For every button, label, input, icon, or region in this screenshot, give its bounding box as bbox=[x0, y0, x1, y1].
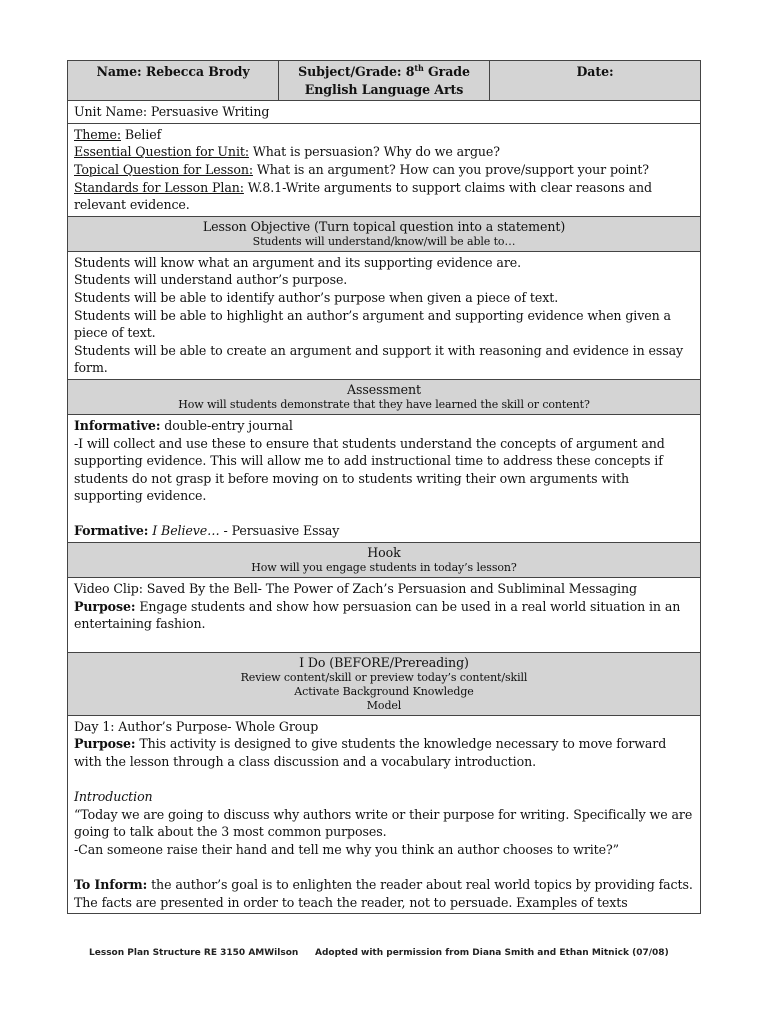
topical-question-value: What is an argument? How can you prove/support your point? bbox=[252, 161, 649, 177]
objective-subtitle: Students will understand/know/will be able to… bbox=[252, 234, 516, 248]
objective-body-row bbox=[68, 251, 701, 379]
assessment-subtitle: How will students demonstrate that they have learned the skill or content? bbox=[178, 397, 590, 411]
ido-header-row bbox=[68, 652, 701, 715]
grade-word: Grade bbox=[423, 64, 470, 79]
date-label: Date: bbox=[576, 64, 614, 79]
header-row bbox=[68, 61, 701, 101]
informative-label: Informative: bbox=[74, 417, 161, 433]
assessment-body-row bbox=[68, 414, 701, 542]
essential-question-value: What is persuasion? Why do we argue? bbox=[248, 144, 500, 160]
ido-body-row bbox=[68, 715, 701, 914]
objective-item: Students will understand author’s purpose. bbox=[74, 272, 348, 288]
objective-list bbox=[68, 251, 701, 379]
objective-item: Students will be able to identify author’s purpose when given a piece of text. bbox=[74, 289, 559, 305]
informative-text: -I will collect and use these to ensure that students understand the concepts of argument and supporting evidence. This will allow me to add instructional time to address these concepts if students do not grasp it before moving on to students writing their own arguments with supporting evidence. bbox=[74, 435, 665, 504]
page-footer bbox=[89, 948, 709, 958]
theme-label: Theme: bbox=[74, 126, 122, 142]
assessment-title: Assessment bbox=[347, 381, 421, 397]
standards-value: W.8.1-Write arguments to support claims with clear reasons and relevant evidence. bbox=[74, 179, 652, 213]
informative-value: double-entry journal bbox=[160, 417, 293, 433]
ido-subtitle-2: Activate Background Knowledge bbox=[294, 684, 474, 698]
inform-text: the author’s goal is to enlighten the reader about real world topics by providing facts. The facts are presented in order to teach the reader, not to persuade. Examples of texts bbox=[74, 877, 693, 910]
ido-day: Day 1: Author’s Purpose- Whole Group bbox=[74, 718, 319, 734]
objective-item: Students will be able to create an argument and support it with reasoning and evidence in essay form. bbox=[74, 342, 684, 376]
hook-body-row bbox=[68, 578, 701, 653]
ido-header bbox=[68, 652, 701, 715]
subject-label: Subject/Grade: 8 bbox=[298, 64, 415, 79]
subject-cell bbox=[279, 61, 490, 101]
hook-header-row bbox=[68, 543, 701, 578]
formative-rest: - Persuasive Essay bbox=[219, 523, 340, 539]
topical-question-label: Topical Question for Lesson: bbox=[74, 161, 253, 177]
hook-video: Video Clip: Saved By the Bell- The Power of Zach’s Persuasion and Subliminal Messaging bbox=[74, 581, 637, 597]
hook-purpose-text: Engage students and show how persuasion can be used in a real world situation in an entertaining fashion. bbox=[74, 598, 681, 632]
teacher-name: Name: Rebecca Brody bbox=[96, 64, 250, 79]
objective-item: Students will be able to highlight an author’s argument and supporting evidence when given a piece of text. bbox=[74, 307, 671, 341]
assessment-header-row bbox=[68, 379, 701, 414]
objective-header-row bbox=[68, 216, 701, 251]
ido-subtitle-3: Model bbox=[366, 698, 402, 712]
footer-right: Adopted with permission from Diana Smith and Ethan Mitnick (07/08) bbox=[315, 948, 669, 958]
unit-name: Unit Name: Persuasive Writing bbox=[68, 101, 701, 124]
objective-item: Students will know what an argument and its supporting evidence are. bbox=[74, 254, 521, 270]
subject-name: English Language Arts bbox=[304, 81, 464, 97]
theme-cell bbox=[68, 123, 701, 216]
ido-subtitle-1: Review content/skill or preview today’s content/skill bbox=[240, 670, 528, 684]
objective-title: Lesson Objective (Turn topical question into a statement) bbox=[202, 218, 566, 234]
objective-header bbox=[68, 216, 701, 251]
essential-question-label: Essential Question for Unit: bbox=[74, 144, 249, 160]
footer-left: Lesson Plan Structure RE 3150 AMWilson bbox=[89, 948, 299, 958]
ido-body bbox=[68, 715, 701, 914]
unit-name-row bbox=[68, 101, 701, 124]
name-cell bbox=[68, 61, 279, 101]
introduction-quote: “Today we are going to discuss why authors write or their purpose for writing. Specifically we are going to talk about the 3 most common purposes. bbox=[74, 806, 693, 840]
introduction-question: -Can someone raise their hand and tell me why you think an author chooses to write?” bbox=[74, 842, 619, 857]
theme-row bbox=[68, 123, 701, 216]
hook-header bbox=[68, 543, 701, 578]
lesson-plan-table bbox=[67, 60, 701, 914]
lesson-plan-document bbox=[67, 60, 700, 914]
date-cell bbox=[490, 61, 701, 101]
introduction-label: Introduction bbox=[74, 789, 153, 805]
inform-label: To Inform: bbox=[74, 877, 148, 893]
formative-title: I Believe… bbox=[152, 523, 220, 539]
ido-purpose-text: This activity is designed to give students the knowledge necessary to move forward with the lesson through a class discussion and a vocabulary introduction. bbox=[74, 736, 667, 770]
ido-purpose-label: Purpose: bbox=[74, 736, 136, 752]
assessment-header bbox=[68, 379, 701, 414]
ido-title: I Do (BEFORE/Prereading) bbox=[299, 654, 469, 670]
hook-subtitle: How will you engage students in today’s lesson? bbox=[251, 561, 517, 575]
hook-body bbox=[68, 578, 701, 653]
formative-label: Formative: bbox=[74, 523, 149, 539]
standards-label: Standards for Lesson Plan: bbox=[74, 179, 244, 195]
assessment-body bbox=[68, 414, 701, 542]
grade-superscript: th bbox=[414, 62, 424, 73]
theme-value: Belief bbox=[121, 126, 162, 142]
hook-purpose-label: Purpose: bbox=[74, 598, 136, 614]
hook-title: Hook bbox=[367, 545, 401, 561]
